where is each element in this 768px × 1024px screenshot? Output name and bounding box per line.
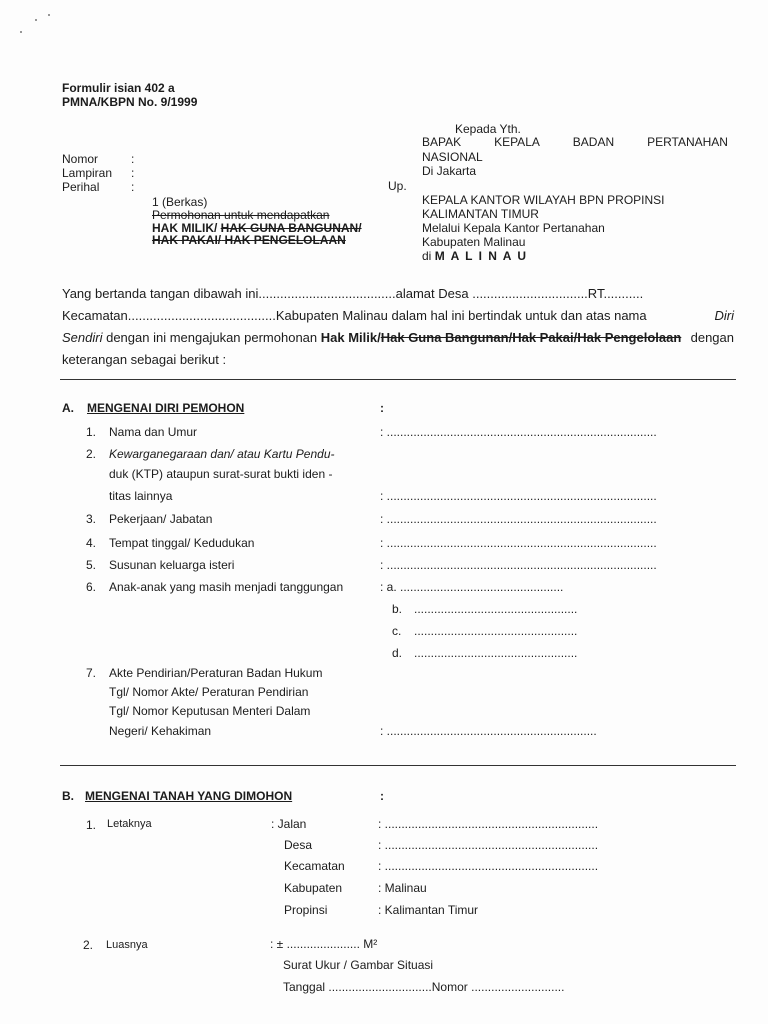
intro-sendiri: Sendiri xyxy=(62,330,103,345)
lampiran-colon: : xyxy=(131,166,135,180)
intro-kecamatan xyxy=(62,308,647,323)
section-a-colon: : xyxy=(380,401,384,415)
fill-dots: ...................................... xyxy=(258,286,396,301)
section-b-title: MENGENAI TANAH YANG DIMOHON xyxy=(85,789,293,803)
item-number: 2. xyxy=(86,447,97,461)
propinsi-value: : Kalimantan Timur xyxy=(378,903,479,917)
addressee-word: BADAN xyxy=(572,135,615,149)
intro-line-3-start xyxy=(62,330,681,345)
addressee-line-3: Di Jakarta xyxy=(422,164,477,178)
intro-line-3 xyxy=(62,330,734,345)
anak-letter-b: b. xyxy=(392,602,403,616)
fill-dots: ........... xyxy=(603,286,644,301)
surat-ukur-label: Surat Ukur / Gambar Situasi xyxy=(283,958,434,972)
intro-struck-rights: Hak Guna Bangunan/Hak Pakai/Hak Pengelolaan xyxy=(380,330,682,345)
akte-label-2: Tgl/ Nomor Akte/ Peraturan Pendirian xyxy=(109,685,309,699)
intro-text: Kecamatan xyxy=(62,308,128,323)
akte-label-1: Akte Pendirian/Peraturan Badan Hukum xyxy=(109,666,323,680)
hak-pakai-struck-text: HAK PAKAI/ xyxy=(152,233,222,247)
akte-label-4: Negeri/ Kehakiman xyxy=(109,724,212,738)
hak-pengelolaan-struck-text: HAK PENGELOLAAN xyxy=(224,233,346,247)
intro-diri: Diri xyxy=(714,308,734,323)
kabupaten-label: Kabupaten xyxy=(284,881,343,895)
tanggal-nomor-row xyxy=(283,980,564,994)
addressee-prefix: di xyxy=(422,249,432,263)
intro-hak-milik: Hak Milik/ xyxy=(320,330,381,345)
intro-line-2 xyxy=(62,308,734,323)
kecamatan-field[interactable]: : ................................................................ xyxy=(378,859,599,873)
addressee-word: PERTANAHAN xyxy=(647,135,728,149)
item-number: 6. xyxy=(86,580,97,594)
kecamatan-label: Kecamatan xyxy=(284,859,345,873)
divider xyxy=(60,765,736,766)
divider xyxy=(60,379,736,380)
akte-field[interactable]: : ............................................................... xyxy=(380,724,597,738)
pekerjaan-label: Pekerjaan/ Jabatan xyxy=(109,512,213,526)
scan-speck xyxy=(35,19,37,21)
susunan-keluarga-field[interactable]: : ................................................................................. xyxy=(380,558,657,572)
letaknya-label: Letaknya xyxy=(107,818,152,830)
section-a-letter: A. xyxy=(62,401,74,415)
item-number: 5. xyxy=(86,558,97,572)
addressee-line-6: Melalui Kepala Kantor Pertanahan xyxy=(422,221,605,235)
intro-text: alamat Desa xyxy=(395,286,469,301)
nomor-colon: : xyxy=(131,152,135,166)
anak-field-d[interactable]: ................................................. xyxy=(414,646,578,660)
perihal-colon: : xyxy=(131,180,135,194)
nomor-field[interactable]: ............................ xyxy=(471,980,565,994)
jalan-field[interactable]: : ................................................................ xyxy=(378,817,599,831)
kewarganegaraan-label-1: Kewarganegaraan dan/ atau Kartu Pendu- xyxy=(109,447,335,461)
desa-field[interactable]: : ................................................................ xyxy=(378,838,599,852)
fill-dots: ................................ xyxy=(472,286,588,301)
anak-letter-c: c. xyxy=(392,624,402,638)
intro-text: dengan ini mengajukan permohonan xyxy=(106,330,318,345)
form-number: Formulir isian 402 a xyxy=(62,81,175,95)
up-label: Up. xyxy=(388,179,407,193)
kabupaten-value: : Malinau xyxy=(378,881,427,895)
luas-field[interactable]: : ± ...................... M² xyxy=(270,937,378,951)
anak-field-b[interactable]: ................................................. xyxy=(414,602,578,616)
perihal-permohonan: Permohonan untuk mendapatkan xyxy=(152,208,330,222)
scan-speck xyxy=(48,14,50,16)
intro-line-4: keterangan sebagai berikut : xyxy=(62,352,227,367)
anak-field-c[interactable]: ................................................. xyxy=(414,624,578,638)
hgb-struck-text: HAK GUNA BANGUNAN/ xyxy=(220,221,362,235)
pekerjaan-field[interactable]: : ................................................................................. xyxy=(380,512,657,526)
tanggal-field[interactable]: ............................... xyxy=(328,980,432,994)
nomor-label: Nomor xyxy=(431,980,468,994)
fill-dots: ......................................... xyxy=(127,308,276,323)
susunan-keluarga-label: Susunan keluarga isteri xyxy=(109,558,235,572)
addressee-line-1 xyxy=(422,135,728,149)
intro-text: Kabupaten Malinau dalam hal ini bertindak untuk dan atas nama xyxy=(275,308,647,323)
anak-label: Anak-anak yang masih menjadi tanggungan xyxy=(109,580,344,594)
section-a-title: MENGENAI DIRI PEMOHON xyxy=(87,401,245,415)
item-number: 4. xyxy=(86,536,97,550)
perihal-label: Perihal xyxy=(62,180,100,194)
item-number: 1. xyxy=(86,425,97,439)
item-number: 7. xyxy=(86,666,97,680)
anak-letter-d: d. xyxy=(392,646,403,660)
item-number: 3. xyxy=(86,512,97,526)
section-b-colon: : xyxy=(380,789,384,803)
nama-umur-field[interactable]: : ................................................................................. xyxy=(380,425,657,439)
addressee-line-8 xyxy=(422,249,528,263)
anak-field-a[interactable]: : a. ................................................. xyxy=(380,580,564,594)
addressee-word: BAPAK xyxy=(422,135,462,149)
intro-text: dengan xyxy=(690,330,734,345)
scan-speck xyxy=(20,31,22,33)
addressee-word: KEPALA xyxy=(494,135,540,149)
addressee-greeting: Kepada Yth. xyxy=(455,122,521,136)
addressee-line-7: Kabupaten Malinau xyxy=(422,235,526,249)
desa-label: Desa xyxy=(284,838,313,852)
kewarganegaraan-field[interactable]: : ................................................................................. xyxy=(380,489,657,503)
addressee-line-2: NASIONAL xyxy=(422,150,483,164)
addressee-line-5: KALIMANTAN TIMUR xyxy=(422,207,539,221)
kewarganegaraan-label-2: duk (KTP) ataupun surat-surat bukti iden - xyxy=(109,467,333,481)
tempat-tinggal-label: Tempat tinggal/ Kedudukan xyxy=(109,536,255,550)
berkas-count: 1 (Berkas) xyxy=(152,195,208,209)
kewarganegaraan-label-3: titas lainnya xyxy=(109,489,173,503)
intro-text: RT xyxy=(587,286,604,301)
jalan-label: : Jalan xyxy=(271,817,307,831)
intro-line-1 xyxy=(62,286,643,301)
regulation-number: PMNA/KBPN No. 9/1999 xyxy=(62,95,198,109)
hak-milik-text: HAK MILIK/ xyxy=(152,221,218,235)
section-b-letter: B. xyxy=(62,789,74,803)
perihal-hak-line-2 xyxy=(152,233,346,247)
luasnya-label: Luasnya xyxy=(106,939,148,951)
akte-label-3: Tgl/ Nomor Keputusan Menteri Dalam xyxy=(109,704,311,718)
propinsi-label: Propinsi xyxy=(284,903,328,917)
intro-text: Yang bertanda tangan dibawah ini xyxy=(62,286,259,301)
item-number: 2. xyxy=(83,938,94,952)
lampiran-label: Lampiran xyxy=(62,166,113,180)
tanggal-label: Tanggal xyxy=(283,980,326,994)
addressee-city: M A L I N A U xyxy=(434,249,528,263)
nama-umur-label: Nama dan Umur xyxy=(109,425,198,439)
tempat-tinggal-field[interactable]: : ................................................................................. xyxy=(380,536,657,550)
item-number: 1. xyxy=(86,818,97,832)
addressee-line-4: KEPALA KANTOR WILAYAH BPN PROPINSI xyxy=(422,193,665,207)
nomor-label: Nomor xyxy=(62,152,99,166)
